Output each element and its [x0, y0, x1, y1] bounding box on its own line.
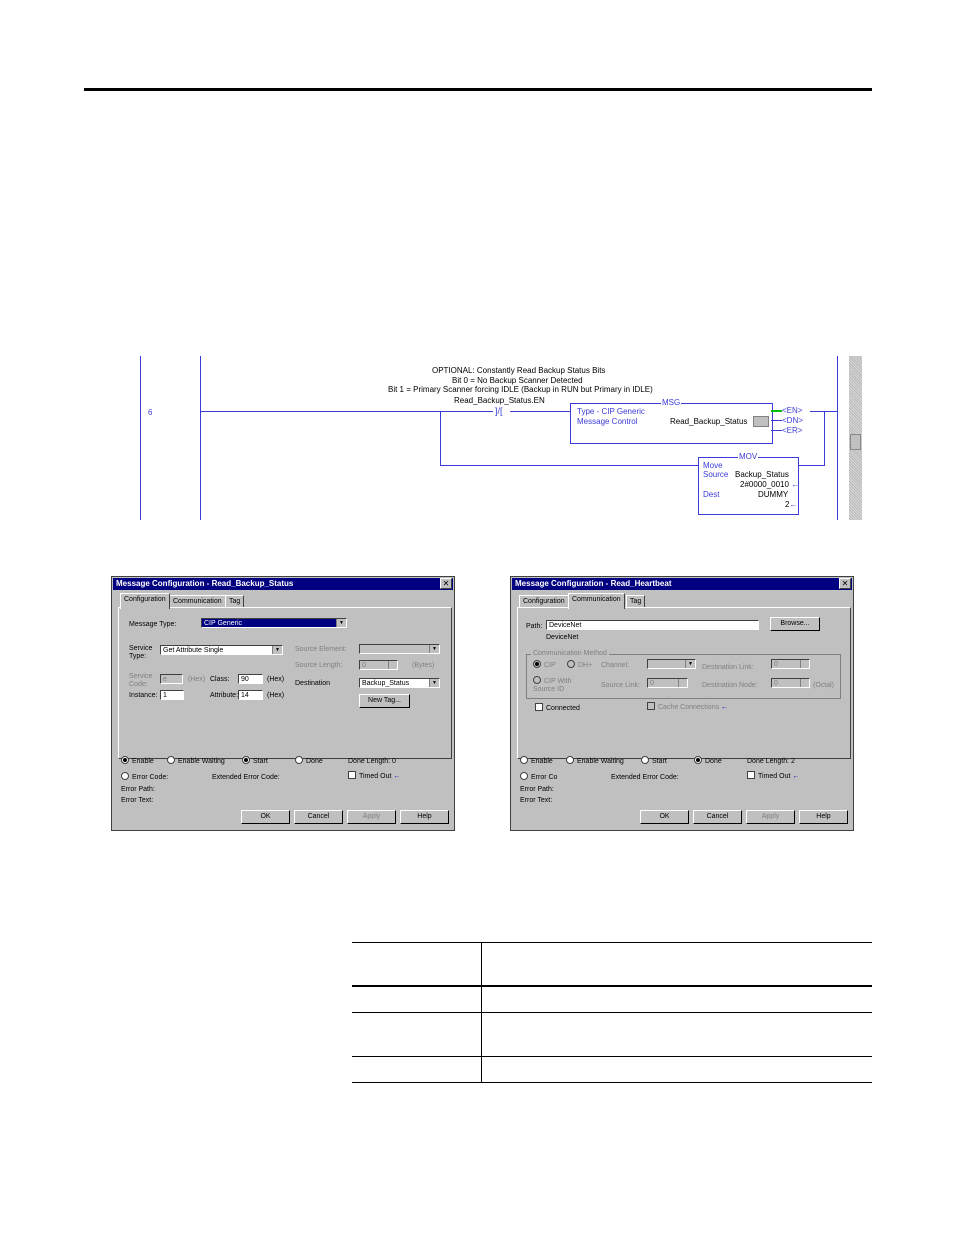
msg-control-label: Message Control [577, 417, 638, 426]
hex-label-1: (Hex) [188, 676, 206, 683]
error-code-label: Error Code: [132, 774, 169, 781]
mov-dest-tag[interactable]: DUMMY [758, 490, 789, 499]
arrow-icon: ← [792, 773, 800, 780]
apply-button[interactable]: Apply [347, 810, 396, 824]
attribute-field[interactable]: 14 [238, 690, 263, 700]
extended-error-code: Extended Error Code: [212, 774, 280, 781]
spinner-icon[interactable] [388, 661, 397, 669]
status-enable-waiting [167, 757, 225, 766]
channel-label: Channel: [601, 662, 630, 669]
branch-wire [440, 465, 698, 466]
mov-dest-value-text: 2 [785, 500, 790, 509]
output-branch-wire [824, 411, 825, 466]
radio-icon [520, 756, 528, 764]
status-enable-waiting-label: Enable Waiting [577, 758, 624, 765]
radio-icon [520, 772, 528, 780]
checkbox-icon[interactable] [348, 771, 356, 779]
tab-configuration[interactable]: Configuration [519, 595, 569, 608]
cip-label: CIP [544, 662, 556, 669]
cancel-button[interactable]: Cancel [294, 810, 343, 824]
new-tag-button[interactable]: New Tag... [359, 694, 410, 708]
service-code-field[interactable]: e [160, 674, 183, 684]
tab-tag[interactable]: Tag [626, 595, 645, 608]
tab-communication[interactable]: Communication [568, 593, 625, 609]
chevron-down-icon[interactable]: ▼ [429, 679, 439, 687]
error-text: Error Text: [520, 797, 553, 804]
hex-label-3: (Hex) [267, 692, 285, 699]
service-code-label: Service Code: [129, 673, 153, 688]
destination-link-value: 0 [774, 661, 778, 668]
status-done-label: Done [306, 758, 323, 765]
timed-out-label: Timed Out [758, 773, 791, 780]
destination-node-field[interactable] [771, 678, 810, 688]
tab-configuration[interactable]: Configuration [120, 593, 170, 609]
ladder-rung [140, 356, 862, 520]
destination-link-label: Destination Link: [702, 664, 754, 671]
rung-comment-3: Bit 1 = Primary Scanner forcing IDLE (Backup in RUN but Primary in IDLE) [388, 385, 653, 394]
radio-icon [694, 756, 702, 764]
path-resolved: DeviceNet [546, 634, 579, 641]
msg-type: Type - CIP Generic [577, 407, 645, 416]
arrow-icon: ← [721, 704, 729, 711]
instance-field[interactable]: 1 [160, 690, 184, 700]
status-start-label: Start [253, 758, 268, 765]
connected-label: Connected [546, 705, 580, 712]
status-enable-waiting [566, 757, 624, 766]
msg-title: MSG [662, 398, 681, 407]
mov-dest-label: Dest [703, 490, 720, 499]
msg-output-en: <EN> [782, 406, 803, 415]
source-link-field[interactable] [647, 678, 688, 688]
radio-icon [533, 676, 541, 684]
class-field[interactable]: 90 [238, 674, 263, 684]
header-rule [84, 88, 872, 91]
message-type-select[interactable] [201, 618, 347, 628]
msg-output-er: <ER> [782, 426, 803, 435]
rung-number: 6 [148, 408, 153, 417]
en-energized-wire [771, 410, 782, 412]
status-done-label: Done [705, 758, 722, 765]
mov-source-value-text: 2#0000_0010 [740, 480, 789, 489]
radio-icon [242, 756, 250, 764]
class-label: Class: [210, 676, 230, 683]
ok-button[interactable]: OK [241, 810, 290, 824]
error-code [121, 773, 168, 782]
close-icon[interactable]: ✕ [440, 578, 452, 589]
rung-comment-2: Bit 0 = No Backup Scanner Detected [452, 376, 583, 385]
checkbox-icon[interactable] [747, 771, 755, 779]
status-start [242, 757, 268, 766]
help-button[interactable]: Help [799, 810, 848, 824]
msg-control-tag[interactable]: Read_Backup_Status [670, 417, 748, 426]
tab-tag[interactable]: Tag [225, 595, 244, 608]
rung-wire [201, 411, 493, 412]
ok-button[interactable]: OK [640, 810, 689, 824]
dialog-title: Message Configuration - Read_Heartbeat [515, 579, 672, 588]
radio-icon [121, 772, 129, 780]
er-wire [771, 430, 782, 431]
tab-communication[interactable]: Communication [169, 595, 226, 608]
cip-source-id-label: CIP With Source ID [533, 677, 572, 693]
radio-icon [295, 756, 303, 764]
timed-out[interactable] [348, 772, 400, 781]
destination-link-field[interactable] [771, 659, 810, 669]
destination-value: Backup_Status [362, 680, 410, 687]
msg-output-er-label: ER [786, 426, 798, 435]
mov-name: Move [703, 461, 723, 470]
channel-select[interactable] [647, 659, 696, 669]
msg-output-dn: <DN> [782, 416, 803, 425]
service-type-label: Service Type: [129, 645, 153, 660]
attribute-label: Attribute: [210, 692, 239, 699]
dialog-title: Message Configuration - Read_Backup_Status [116, 579, 294, 588]
table-row-rule [352, 1012, 872, 1013]
path-input[interactable]: DeviceNet [546, 620, 759, 630]
cip-source-id-radio[interactable] [533, 677, 572, 694]
instance-label: Instance: [129, 692, 158, 699]
msg-config-button[interactable] [753, 416, 769, 427]
mov-source-value [740, 480, 799, 490]
error-code [520, 773, 557, 782]
destination-node-value: 0 [774, 680, 778, 687]
dialog-title-bar [512, 578, 852, 590]
done-length: Done Length: 2 [747, 758, 795, 765]
status-done [295, 757, 323, 766]
message-type-label: Message Type: [129, 621, 177, 628]
radio-icon [533, 660, 541, 668]
apply-button[interactable]: Apply [746, 810, 795, 824]
status-enable [121, 757, 154, 766]
branch-wire-vertical [440, 411, 441, 465]
source-length-value: 0 [362, 662, 366, 669]
mov-output-wire [797, 465, 824, 466]
extended-error-code: Extended Error Code: [611, 774, 679, 781]
communication-method-label: Communication Method [533, 650, 607, 657]
source-link-value: 0 [650, 680, 654, 687]
error-text: Error Text: [121, 797, 154, 804]
service-type-select[interactable] [160, 645, 283, 655]
done-length: Done Length: 0 [348, 758, 396, 765]
service-type-value: Get Attribute Single [163, 647, 224, 654]
path-label: Path: [526, 623, 543, 630]
bytes-label: (Bytes) [412, 662, 435, 669]
xio-contact[interactable]: ]/[ [495, 406, 503, 416]
table-column-divider [481, 942, 482, 1083]
hex-label-2: (Hex) [267, 676, 285, 683]
status-enable-waiting-label: Enable Waiting [178, 758, 225, 765]
status-start [641, 757, 667, 766]
left-margin-line [140, 356, 141, 520]
rung-wire-2 [510, 411, 570, 412]
message-config-dialog-backup [111, 576, 455, 831]
dh-plus-label: DH+ [578, 662, 593, 669]
right-power-rail [837, 356, 838, 520]
status-done [694, 757, 722, 766]
dn-wire [771, 420, 782, 421]
source-element-label: Source Element: [295, 646, 347, 653]
checkbox-icon[interactable] [535, 703, 543, 711]
dialog-title-bar [113, 578, 453, 590]
spinner-icon[interactable] [800, 660, 809, 668]
arrow-icon: ← [789, 500, 798, 509]
chevron-down-icon[interactable]: ▼ [685, 660, 695, 668]
spinner-icon[interactable] [678, 679, 687, 687]
scrollbar-thumb[interactable] [850, 434, 861, 450]
table-row-rule [352, 1056, 872, 1057]
chevron-down-icon[interactable]: ▼ [429, 645, 439, 653]
source-length-label: Source Length: [295, 662, 343, 669]
connected-checkbox[interactable] [535, 704, 580, 713]
mov-title: MOV [739, 452, 758, 461]
msg-output-en-label: EN [786, 406, 798, 415]
radio-icon [167, 756, 175, 764]
mov-source-label: Source [703, 470, 729, 479]
arrow-icon: ← [393, 773, 401, 780]
radio-icon [121, 756, 129, 764]
status-enable [520, 757, 553, 766]
cache-connections-checkbox[interactable] [647, 703, 728, 712]
timed-out-label: Timed Out [359, 773, 392, 780]
error-path: Error Path: [520, 786, 554, 793]
table-top-rule [352, 942, 872, 943]
error-path: Error Path: [121, 786, 155, 793]
chevron-down-icon[interactable]: ▼ [272, 646, 282, 654]
cache-connections-label: Cache Connections [658, 704, 720, 711]
table-bottom-rule [352, 1082, 872, 1083]
spinner-icon[interactable] [800, 679, 809, 687]
checkbox-icon[interactable] [647, 702, 655, 710]
contact-tag[interactable]: Read_Backup_Status.EN [454, 396, 545, 405]
table-header-rule [352, 985, 872, 987]
msg-output-dn-label: DN [786, 416, 799, 425]
status-start-label: Start [652, 758, 667, 765]
rung-comment-1: OPTIONAL: Constantly Read Backup Status Bits [432, 366, 606, 375]
source-length-field[interactable] [359, 660, 398, 670]
timed-out[interactable] [747, 772, 799, 781]
mov-source-tag[interactable]: Backup_Status [735, 470, 789, 479]
radio-icon [566, 756, 574, 764]
help-button[interactable]: Help [400, 810, 449, 824]
message-config-dialog-heartbeat [510, 576, 854, 831]
status-enable-label: Enable [531, 758, 553, 765]
chevron-down-icon[interactable]: ▼ [336, 619, 346, 627]
source-link-label: Source Link: [601, 682, 640, 689]
source-element-select[interactable] [359, 644, 440, 654]
close-icon[interactable]: ✕ [839, 578, 851, 589]
destination-node-label: Destination Node: [702, 682, 758, 689]
status-enable-label: Enable [132, 758, 154, 765]
message-type-value: CIP Generic [204, 620, 242, 627]
octal-label: (Octal) [813, 682, 834, 689]
destination-label: Destination [295, 680, 331, 687]
destination-select[interactable] [359, 678, 440, 688]
browse-button[interactable]: Browse... [770, 617, 820, 631]
cip-radio[interactable] [533, 661, 556, 670]
arrow-icon: ← [791, 480, 800, 489]
cancel-button[interactable]: Cancel [693, 810, 742, 824]
left-power-rail [200, 356, 201, 520]
radio-icon [641, 756, 649, 764]
error-code-label: Error Co [531, 774, 558, 781]
radio-icon [567, 660, 575, 668]
mov-dest-value [785, 500, 797, 510]
dh-plus-radio[interactable] [567, 661, 592, 670]
